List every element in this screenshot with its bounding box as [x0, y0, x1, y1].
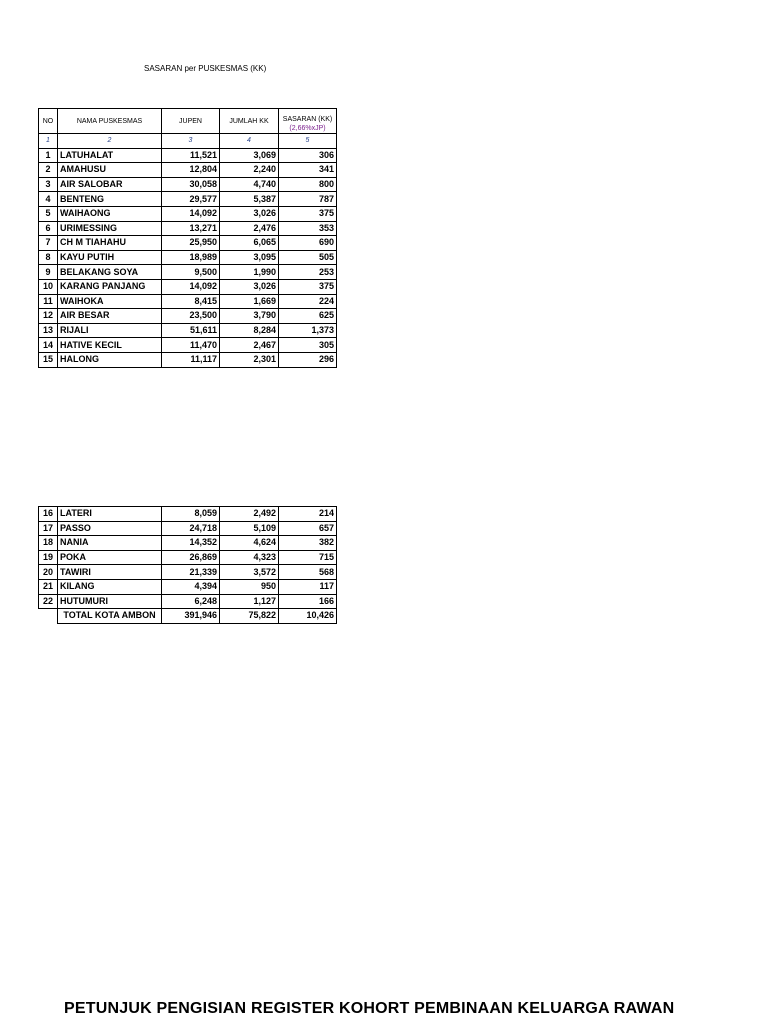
- row-jupen: 14,352: [162, 536, 220, 551]
- row-jumlah-kk: 950: [220, 579, 279, 594]
- row-jumlah-kk: 4,323: [220, 550, 279, 565]
- table-row: [39, 579, 337, 594]
- row-sasaran: 375: [279, 279, 337, 294]
- row-jumlah-kk: 1,990: [220, 265, 279, 280]
- row-nama-puskesmas: RIJALI: [58, 323, 162, 338]
- table-row: [39, 250, 337, 265]
- row-sasaran: 214: [279, 507, 337, 522]
- row-jumlah-kk: 4,740: [220, 177, 279, 192]
- table-row: [39, 594, 337, 609]
- row-nama-puskesmas: HATIVE KECIL: [58, 338, 162, 353]
- row-jupen: 9,500: [162, 265, 220, 280]
- row-jupen: 6,248: [162, 594, 220, 609]
- row-jupen: 8,415: [162, 294, 220, 309]
- row-nama-puskesmas: TAWIRI: [58, 565, 162, 580]
- row-jumlah-kk: 2,476: [220, 221, 279, 236]
- table-row: [39, 177, 337, 192]
- row-jumlah-kk: 2,492: [220, 507, 279, 522]
- page-title: SASARAN per PUSKESMAS (KK): [144, 64, 267, 73]
- row-sasaran: 224: [279, 294, 337, 309]
- row-nama-puskesmas: WAIHAONG: [58, 206, 162, 221]
- row-nama-puskesmas: KILANG: [58, 579, 162, 594]
- row-jumlah-kk: 3,790: [220, 309, 279, 324]
- table-row: [39, 221, 337, 236]
- header-sasaran: [279, 109, 337, 134]
- table-row: [39, 236, 337, 251]
- row-nama-puskesmas: PASSO: [58, 521, 162, 536]
- table-row: [39, 565, 337, 580]
- total-row: [39, 609, 337, 624]
- row-sasaran: 353: [279, 221, 337, 236]
- row-sasaran: 800: [279, 177, 337, 192]
- row-nama-puskesmas: CH M TIAHAHU: [58, 236, 162, 251]
- row-number: 8: [39, 250, 58, 265]
- column-index: 2: [58, 134, 162, 149]
- total-jupen: 391,946: [162, 609, 220, 624]
- row-nama-puskesmas: HUTUMURI: [58, 594, 162, 609]
- row-nama-puskesmas: HALONG: [58, 352, 162, 367]
- row-jumlah-kk: 3,069: [220, 148, 279, 163]
- row-number: 2: [39, 163, 58, 178]
- row-sasaran: 166: [279, 594, 337, 609]
- column-index: 5: [279, 134, 337, 149]
- row-jupen: 29,577: [162, 192, 220, 207]
- row-sasaran: 787: [279, 192, 337, 207]
- row-jumlah-kk: 8,284: [220, 323, 279, 338]
- row-number: 17: [39, 521, 58, 536]
- row-sasaran: 375: [279, 206, 337, 221]
- header-jumlah-kk: JUMLAH KK: [220, 109, 279, 134]
- row-nama-puskesmas: WAIHOKA: [58, 294, 162, 309]
- row-sasaran: 305: [279, 338, 337, 353]
- row-number: 11: [39, 294, 58, 309]
- row-sasaran: 568: [279, 565, 337, 580]
- row-jumlah-kk: 5,387: [220, 192, 279, 207]
- column-index: 1: [39, 134, 58, 149]
- row-number: 14: [39, 338, 58, 353]
- row-jupen: 30,058: [162, 177, 220, 192]
- header-no: NO: [39, 109, 58, 134]
- row-sasaran: 505: [279, 250, 337, 265]
- table-row: [39, 521, 337, 536]
- table-row: [39, 163, 337, 178]
- row-sasaran: 306: [279, 148, 337, 163]
- table-row: [39, 294, 337, 309]
- sasaran-table-part1: [38, 108, 337, 368]
- row-jupen: 14,092: [162, 206, 220, 221]
- sasaran-table-part2: [38, 506, 337, 624]
- row-number: 21: [39, 579, 58, 594]
- table-row: [39, 148, 337, 163]
- row-jumlah-kk: 2,301: [220, 352, 279, 367]
- row-jupen: 23,500: [162, 309, 220, 324]
- table-row: [39, 279, 337, 294]
- row-jupen: 26,869: [162, 550, 220, 565]
- table-row: [39, 352, 337, 367]
- row-nama-puskesmas: AIR SALOBAR: [58, 177, 162, 192]
- row-jumlah-kk: 1,669: [220, 294, 279, 309]
- total-blank-cell: [39, 609, 58, 624]
- row-jupen: 11,521: [162, 148, 220, 163]
- row-number: 9: [39, 265, 58, 280]
- total-jumlah-kk: 75,822: [220, 609, 279, 624]
- row-number: 10: [39, 279, 58, 294]
- row-jupen: 11,117: [162, 352, 220, 367]
- table-row: [39, 192, 337, 207]
- table-row: [39, 309, 337, 324]
- row-number: 20: [39, 565, 58, 580]
- footer-heading: PETUNJUK PENGISIAN REGISTER KOHORT PEMBINAAN KELUARGA RAWAN: [64, 1000, 675, 1017]
- row-jupen: 14,092: [162, 279, 220, 294]
- row-jupen: 18,989: [162, 250, 220, 265]
- row-jumlah-kk: 2,467: [220, 338, 279, 353]
- header-jupen: JUPEN: [162, 109, 220, 134]
- header-sasaran-label: SASARAN (KK): [282, 116, 333, 123]
- row-sasaran: 690: [279, 236, 337, 251]
- table-row: [39, 550, 337, 565]
- row-jumlah-kk: 6,065: [220, 236, 279, 251]
- row-jumlah-kk: 1,127: [220, 594, 279, 609]
- row-number: 19: [39, 550, 58, 565]
- table-row: [39, 338, 337, 353]
- row-number: 7: [39, 236, 58, 251]
- row-jupen: 24,718: [162, 521, 220, 536]
- total-label: TOTAL KOTA AMBON: [58, 609, 162, 624]
- header-sasaran-formula: (2,66%xJP): [289, 125, 326, 132]
- row-jumlah-kk: 2,240: [220, 163, 279, 178]
- row-jupen: 11,470: [162, 338, 220, 353]
- row-jupen: 21,339: [162, 565, 220, 580]
- row-jumlah-kk: 3,026: [220, 206, 279, 221]
- row-number: 6: [39, 221, 58, 236]
- row-jumlah-kk: 3,572: [220, 565, 279, 580]
- row-nama-puskesmas: AMAHUSU: [58, 163, 162, 178]
- row-jumlah-kk: 5,109: [220, 521, 279, 536]
- table-row: [39, 536, 337, 551]
- table-row: [39, 323, 337, 338]
- row-jupen: 12,804: [162, 163, 220, 178]
- table-header-row: [39, 109, 337, 134]
- row-jumlah-kk: 4,624: [220, 536, 279, 551]
- row-sasaran: 382: [279, 536, 337, 551]
- row-nama-puskesmas: POKA: [58, 550, 162, 565]
- row-number: 12: [39, 309, 58, 324]
- row-nama-puskesmas: URIMESSING: [58, 221, 162, 236]
- row-number: 4: [39, 192, 58, 207]
- table-row: [39, 206, 337, 221]
- row-nama-puskesmas: LATUHALAT: [58, 148, 162, 163]
- row-nama-puskesmas: BENTENG: [58, 192, 162, 207]
- row-jupen: 13,271: [162, 221, 220, 236]
- row-nama-puskesmas: LATERI: [58, 507, 162, 522]
- row-sasaran: 715: [279, 550, 337, 565]
- table-row: [39, 265, 337, 280]
- row-sasaran: 341: [279, 163, 337, 178]
- row-number: 16: [39, 507, 58, 522]
- row-jumlah-kk: 3,026: [220, 279, 279, 294]
- row-sasaran: 253: [279, 265, 337, 280]
- column-index: 3: [162, 134, 220, 149]
- row-jumlah-kk: 3,095: [220, 250, 279, 265]
- row-sasaran: 117: [279, 579, 337, 594]
- row-jupen: 25,950: [162, 236, 220, 251]
- row-nama-puskesmas: KARANG PANJANG: [58, 279, 162, 294]
- row-number: 15: [39, 352, 58, 367]
- column-index-row: [39, 134, 337, 149]
- row-jupen: 8,059: [162, 507, 220, 522]
- row-number: 13: [39, 323, 58, 338]
- header-nama-puskesmas: NAMA PUSKESMAS: [58, 109, 162, 134]
- row-sasaran: 625: [279, 309, 337, 324]
- row-number: 18: [39, 536, 58, 551]
- row-jupen: 4,394: [162, 579, 220, 594]
- row-nama-puskesmas: KAYU PUTIH: [58, 250, 162, 265]
- row-jupen: 51,611: [162, 323, 220, 338]
- row-number: 3: [39, 177, 58, 192]
- row-sasaran: 296: [279, 352, 337, 367]
- row-number: 1: [39, 148, 58, 163]
- column-index: 4: [220, 134, 279, 149]
- row-sasaran: 657: [279, 521, 337, 536]
- row-number: 22: [39, 594, 58, 609]
- row-nama-puskesmas: NANIA: [58, 536, 162, 551]
- row-sasaran: 1,373: [279, 323, 337, 338]
- row-number: 5: [39, 206, 58, 221]
- table-row: [39, 507, 337, 522]
- row-nama-puskesmas: BELAKANG SOYA: [58, 265, 162, 280]
- row-nama-puskesmas: AIR BESAR: [58, 309, 162, 324]
- total-sasaran: 10,426: [279, 609, 337, 624]
